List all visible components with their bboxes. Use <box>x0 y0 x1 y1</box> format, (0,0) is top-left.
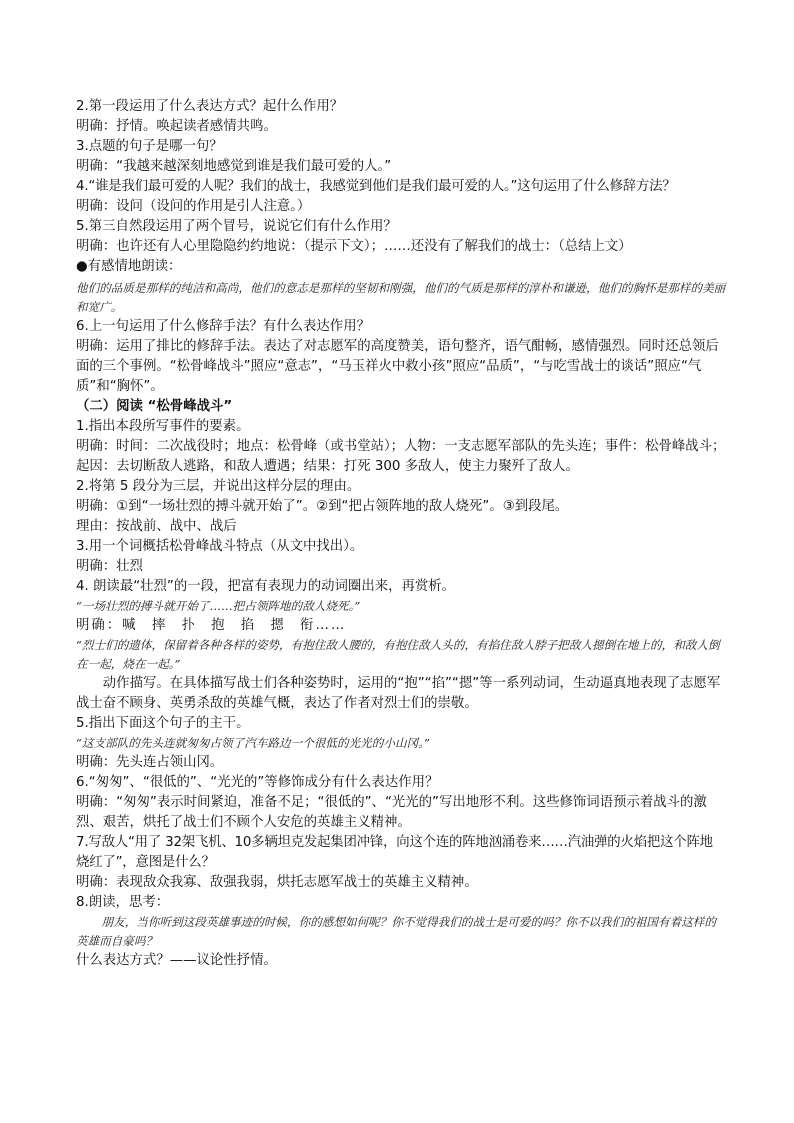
quote-paragraph-3: “烈士们的遗体，保留着各种各样的姿势，有抱住敌人腰的，有抱住敌人头的，有掐住敌人脖子把敌人摁倒在地上的，和敌人倒在一起，烧在一起。” <box>76 638 720 671</box>
sub-answer-6: 明确：“匆匆”表示时间紧迫，准备不足；“很低的”、“光光的”写出地形不利。这些修饰词语预示着战斗的激烈、艰苦，烘托了战士们不顾个人安危的英雄主义精神。 <box>76 795 707 830</box>
answer-2: 明确：抒情。唤起读者感情共鸣。 <box>76 119 277 134</box>
quote-line-4: “这支部队的先头连就匆匆占领了汽车路边一个很低的光光的小山冈。” <box>76 736 430 750</box>
sub-question-6: 6.“匆匆”、“很低的”、“光光的”等修饰成分有什么表达作用？ <box>76 775 439 790</box>
sub-question-2: 2.将第 5 段分为三层，并说出这样分层的理由。 <box>76 479 361 494</box>
sub-question-5: 5.指出下面这个句子的主干。 <box>76 716 250 731</box>
sub-question-3: 3.用一个词概括松骨峰战斗特点（从文中找出）。 <box>76 539 364 554</box>
question-2: 2.第一段运用了什么表达方式？起什么作用？ <box>76 99 344 114</box>
document-page <box>76 97 726 971</box>
sub-answer-8: 什么表达方式？——议论性抒情。 <box>76 953 277 968</box>
answer-6: 明确：运用了排比的修辞手法。表达了对志愿军的高度赞美，语句整齐，语气酣畅，感情强烈。同时还总领后面的三个事例。“松骨峰战斗”照应“意志”，“马玉祥火中救小孩”照应“品质”，“与吃雪战士的谈话”照应“气质”和“胸怀”。 <box>76 339 719 394</box>
sub-answer-2-reason: 理由：按战前、战中、战后 <box>76 519 237 534</box>
read-aloud-label: ●有感情地朗读： <box>76 259 182 274</box>
sub-answer-7: 明确：表现敌众我寡、敌强我弱，烘托志愿军战士的英雄主义精神。 <box>76 875 478 890</box>
question-6: 6.上一句运用了什么修辞手法？有什么表达作用？ <box>76 319 370 334</box>
sub-answer-1: 明确：时间：二次战役时；地点：松骨峰（或书堂站）；人物：一支志愿军部队的先头连；事件：松骨峰战斗；起因：去切断敌人逃路，和敌人遭遇；结果：打死 300 多敌人，使主力聚歼了敌人。 <box>76 439 726 474</box>
section-heading-2: （二）阅读 “松骨峰战斗” <box>76 399 233 414</box>
quote-line-2: “一场壮烈的搏斗就开始了……把占领阵地的敌人烧死。” <box>76 599 361 613</box>
sub-question-4: 4. 朗读最“壮烈”的一段，把富有表现力的动词圈出来，再赏析。 <box>76 579 456 594</box>
answer-5: 明确：也许还有人心里隐隐约约地说：（提示下文）；……还没有了解我们的战士：（总结上文） <box>76 239 632 254</box>
answer-4: 明确：设问（设问的作用是引人注意。） <box>76 199 311 214</box>
sub-question-1: 1.指出本段所写事件的要素。 <box>76 419 250 434</box>
sub-answer-4: 动作描写。在具体描写战士们各种姿势时，运用的“抱”“掐”“摁”等一系列动词，生动逼真地表现了志愿军战士奋不顾身、英勇杀敌的英雄气概，表达了作者对烈士们的崇敬。 <box>76 676 721 711</box>
answer-3: 明确：“我越来越深刻地感觉到谁是我们最可爱的人。” <box>76 159 392 174</box>
sub-answer-5: 明确：先头连占领山冈。 <box>76 755 224 770</box>
sub-answer-3: 明确：壮烈 <box>76 559 143 574</box>
question-3: 3.点题的句子是哪一句？ <box>76 139 223 154</box>
sub-answer-2: 明确：①到“一场壮烈的搏斗就开始了”。②到“把占领阵地的敌人烧死”。③到段尾。 <box>76 499 569 514</box>
verbs-answer: 明确：喊 摔 扑 抱 掐 摁 衔…… <box>76 618 347 633</box>
sub-question-8: 8.朗读，思考： <box>76 895 170 910</box>
question-5: 5.第三自然段运用了两个冒号，说说它们有什么作用？ <box>76 219 397 234</box>
question-4: 4.“谁是我们最可爱的人呢？我们的战士，我感觉到他们是我们最可爱的人。”这句运用了什么修辞方法？ <box>76 179 676 194</box>
sub-question-7: 7.写敌人“用了 32架飞机、10多辆坦克发起集团冲锋，向这个连的阵地汹涌卷来……汽油弹的火焰把这个阵地烧红了”，意图是什么？ <box>76 835 713 870</box>
quote-paragraph-5: 朋友，当你听到这段英雄事迹的时候，你的感想如何呢？你不觉得我们的战士是可爱的吗？你不以我们的祖国有着这样的英雄而自豪吗？ <box>76 915 716 948</box>
quote-paragraph-1: 他们的品质是那样的纯洁和高尚，他们的意志是那样的坚韧和刚强，他们的气质是那样的淳朴和谦逊，他们的胸怀是那样的美丽和宽广。 <box>76 281 726 314</box>
